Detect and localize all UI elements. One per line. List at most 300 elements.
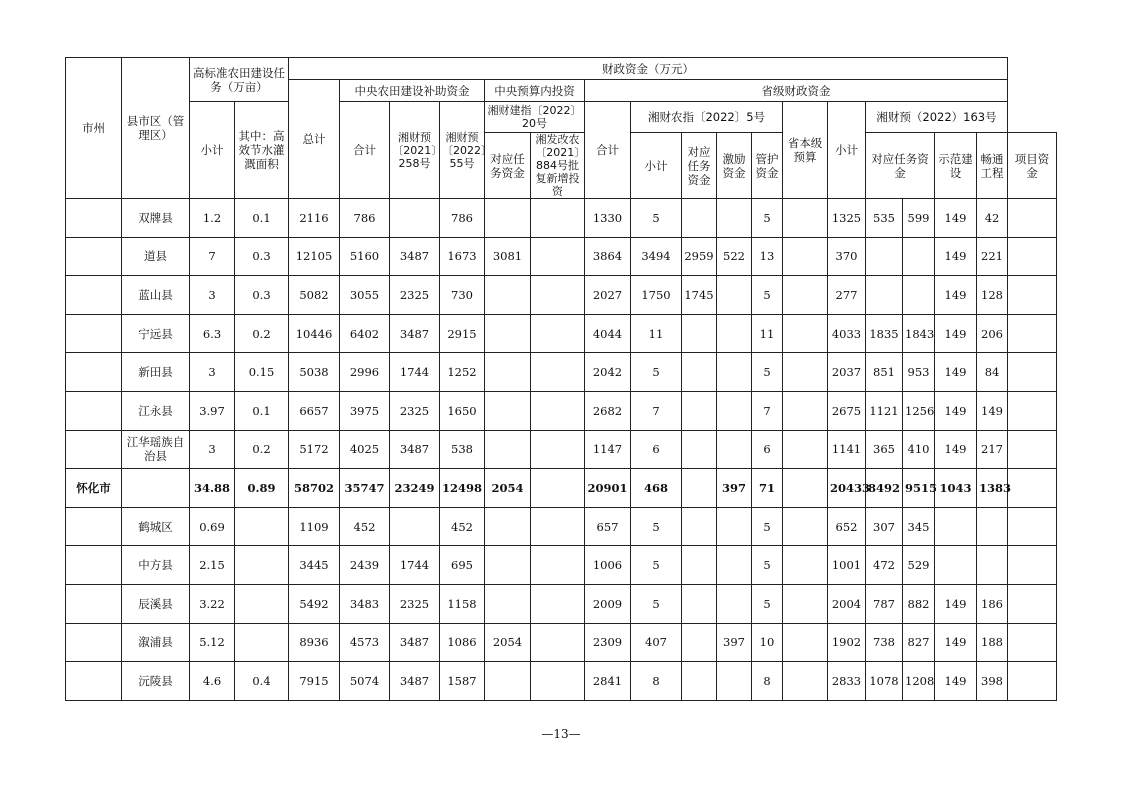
cell-value [682, 623, 717, 662]
cell-county: 溆浦县 [122, 623, 190, 662]
cell-value [1008, 623, 1057, 662]
cell-value: 3487 [390, 430, 440, 469]
cell-value: 6 [752, 430, 783, 469]
cell-value: 5082 [289, 276, 340, 315]
cell-value: 221 [977, 237, 1008, 276]
cell-county [122, 469, 190, 508]
cell-value: 786 [340, 199, 390, 238]
cell-value: 2325 [390, 276, 440, 315]
cell-value: 3487 [390, 662, 440, 701]
header-doc-2021-258: 湘财预〔2021〕258号 [390, 102, 440, 199]
cell-value: 2.15 [190, 546, 235, 585]
cell-value: 5 [631, 199, 682, 238]
cell-value: 1744 [390, 353, 440, 392]
cell-value: 10446 [289, 314, 340, 353]
cell-value [977, 507, 1008, 546]
cell-county: 道县 [122, 237, 190, 276]
cell-value [682, 507, 717, 546]
header-total: 总计 [289, 80, 340, 199]
cell-value: 0.69 [190, 507, 235, 546]
cell-value: 397 [717, 469, 752, 508]
cell-county: 双牌县 [122, 199, 190, 238]
cell-value [531, 469, 585, 508]
cell-value: 2325 [390, 391, 440, 430]
cell-value [783, 623, 828, 662]
cell-value: 23249 [390, 469, 440, 508]
cell-value: 1141 [828, 430, 866, 469]
cell-value: 1001 [828, 546, 866, 585]
cell-value [531, 546, 585, 585]
cell-value [783, 237, 828, 276]
cell-value: 277 [828, 276, 866, 315]
cell-city [66, 314, 122, 353]
cell-value [717, 546, 752, 585]
cell-value: 827 [903, 623, 935, 662]
cell-value [1008, 662, 1057, 701]
cell-value: 307 [866, 507, 903, 546]
cell-value: 12105 [289, 237, 340, 276]
cell-value [531, 623, 585, 662]
cell-value [682, 353, 717, 392]
cell-value [717, 430, 752, 469]
cell-value [783, 391, 828, 430]
cell-value [531, 237, 585, 276]
cell-value: 2309 [585, 623, 631, 662]
cell-value: 5492 [289, 584, 340, 623]
cell-value: 1325 [828, 199, 866, 238]
header-cs-total: 合计 [340, 102, 390, 199]
cell-city [66, 237, 122, 276]
cell-value: 0.1 [235, 391, 289, 430]
cell-value [485, 507, 531, 546]
cell-value [1008, 507, 1057, 546]
header-doc-2022-55: 湘财预〔2022〕55号 [440, 102, 485, 199]
cell-value: 188 [977, 623, 1008, 662]
cell-value [235, 507, 289, 546]
cell-city [66, 507, 122, 546]
cell-value: 2996 [340, 353, 390, 392]
cell-value: 3 [190, 430, 235, 469]
cell-value: 5 [631, 353, 682, 392]
cell-value: 695 [440, 546, 485, 585]
cell-value: 217 [977, 430, 1008, 469]
cell-value [935, 507, 977, 546]
table-row [66, 430, 1057, 469]
cell-value [682, 469, 717, 508]
cell-value: 2027 [585, 276, 631, 315]
cell-value: 3.97 [190, 391, 235, 430]
cell-county: 鹤城区 [122, 507, 190, 546]
table-row [66, 546, 1057, 585]
header-d163-task: 对应任务资金 [866, 133, 935, 199]
cell-value: 3445 [289, 546, 340, 585]
cell-value: 5 [752, 199, 783, 238]
cell-value: 5 [752, 584, 783, 623]
cell-value: 2675 [828, 391, 866, 430]
cell-value: 407 [631, 623, 682, 662]
cell-value: 5038 [289, 353, 340, 392]
cell-value: 11 [631, 314, 682, 353]
cell-value: 149 [935, 662, 977, 701]
cell-value [485, 199, 531, 238]
cell-value: 397 [717, 623, 752, 662]
cell-value: 35747 [340, 469, 390, 508]
cell-value: 3081 [485, 237, 531, 276]
cell-value [717, 507, 752, 546]
cell-value [1008, 391, 1057, 430]
cell-value: 10 [752, 623, 783, 662]
cell-value: 4025 [340, 430, 390, 469]
header-x5-subtotal: 小计 [631, 133, 682, 199]
cell-value: 1256 [903, 391, 935, 430]
cell-value [903, 237, 935, 276]
cell-value [531, 391, 585, 430]
cell-value: 149 [935, 430, 977, 469]
cell-value: 1147 [585, 430, 631, 469]
cell-value: 8 [631, 662, 682, 701]
cell-value: 0.4 [235, 662, 289, 701]
header-cb-task: 对应任务资金 [485, 133, 531, 199]
cell-value [866, 276, 903, 315]
cell-value [485, 276, 531, 315]
header-doc-xcnz-5: 湘财农指〔2022〕5号 [631, 102, 783, 133]
cell-value: 1252 [440, 353, 485, 392]
cell-value [1008, 276, 1057, 315]
cell-value: 3055 [340, 276, 390, 315]
header-x5-maint: 管护资金 [752, 133, 783, 199]
cell-value [531, 276, 585, 315]
cell-value: 2054 [485, 469, 531, 508]
cell-value: 657 [585, 507, 631, 546]
header-hs-subtotal: 小计 [190, 102, 235, 199]
cell-value: 1745 [682, 276, 717, 315]
cell-city [66, 662, 122, 701]
cell-value: 882 [903, 584, 935, 623]
cell-value: 6.3 [190, 314, 235, 353]
cell-value: 1673 [440, 237, 485, 276]
cell-value [531, 507, 585, 546]
cell-value: 5 [752, 353, 783, 392]
table-row [66, 391, 1057, 430]
cell-value [1008, 584, 1057, 623]
cell-value [390, 199, 440, 238]
cell-value [682, 584, 717, 623]
cell-value [235, 623, 289, 662]
cell-value: 410 [903, 430, 935, 469]
cell-value: 149 [935, 276, 977, 315]
cell-value: 20901 [585, 469, 631, 508]
cell-value: 0.15 [235, 353, 289, 392]
cell-value [485, 546, 531, 585]
cell-value [531, 353, 585, 392]
header-d163-project: 项目资金 [1008, 133, 1057, 199]
cell-value: 1.2 [190, 199, 235, 238]
cell-value: 522 [717, 237, 752, 276]
cell-value [531, 430, 585, 469]
cell-value: 2116 [289, 199, 340, 238]
cell-value: 3 [190, 353, 235, 392]
cell-value: 3487 [390, 623, 440, 662]
cell-value [717, 584, 752, 623]
cell-value [531, 314, 585, 353]
cell-value [485, 353, 531, 392]
cell-value: 8 [752, 662, 783, 701]
cell-value: 128 [977, 276, 1008, 315]
cell-value: 1750 [631, 276, 682, 315]
cell-value: 5 [631, 546, 682, 585]
cell-value: 787 [866, 584, 903, 623]
cell-value: 1383 [977, 469, 1008, 508]
cell-value: 11 [752, 314, 783, 353]
cell-value: 149 [935, 584, 977, 623]
cell-city [66, 199, 122, 238]
cell-value [485, 584, 531, 623]
cell-value [485, 391, 531, 430]
cell-value [1008, 546, 1057, 585]
cell-value: 2054 [485, 623, 531, 662]
cell-city [66, 430, 122, 469]
header-x5-incentive: 激励资金 [717, 133, 752, 199]
cell-value: 3.22 [190, 584, 235, 623]
header-county: 县市区（管理区） [122, 58, 190, 199]
cell-value: 2037 [828, 353, 866, 392]
cell-city [66, 623, 122, 662]
cell-city [66, 391, 122, 430]
table-row [66, 353, 1057, 392]
cell-value: 7 [631, 391, 682, 430]
cell-value [717, 353, 752, 392]
cell-value: 5.12 [190, 623, 235, 662]
cell-value: 34.88 [190, 469, 235, 508]
cell-value [1008, 237, 1057, 276]
cell-value: 0.3 [235, 276, 289, 315]
cell-value [977, 546, 1008, 585]
cell-value: 0.3 [235, 237, 289, 276]
table-row [66, 199, 1057, 238]
cell-value [783, 662, 828, 701]
cell-value: 1835 [866, 314, 903, 353]
page-number: —13— [541, 727, 581, 741]
table-row [66, 662, 1057, 701]
cell-value: 1086 [440, 623, 485, 662]
cell-value: 149 [935, 314, 977, 353]
cell-value: 5 [752, 507, 783, 546]
cell-value: 1902 [828, 623, 866, 662]
cell-value: 149 [935, 199, 977, 238]
cell-value: 1121 [866, 391, 903, 430]
cell-value: 2833 [828, 662, 866, 701]
cell-value: 4033 [828, 314, 866, 353]
header-city: 市州 [66, 58, 122, 199]
cell-value: 149 [935, 391, 977, 430]
cell-value: 0.2 [235, 314, 289, 353]
cell-value: 8492 [866, 469, 903, 508]
cell-value: 3 [190, 276, 235, 315]
cell-value: 9515 [903, 469, 935, 508]
cell-value [783, 199, 828, 238]
cell-value [485, 430, 531, 469]
cell-value [935, 546, 977, 585]
header-cb-884: 湘发改农〔2021〕884号批复新增投资 [531, 133, 585, 199]
cell-value: 730 [440, 276, 485, 315]
cell-value: 2004 [828, 584, 866, 623]
cell-value: 4044 [585, 314, 631, 353]
cell-county: 江华瑶族自治县 [122, 430, 190, 469]
cell-value: 4573 [340, 623, 390, 662]
cell-value: 5 [631, 584, 682, 623]
cell-value: 3483 [340, 584, 390, 623]
table-row [66, 584, 1057, 623]
header-d163-demo: 示范建设 [935, 133, 977, 199]
cell-value: 2959 [682, 237, 717, 276]
cell-value [783, 353, 828, 392]
cell-value: 186 [977, 584, 1008, 623]
cell-value: 599 [903, 199, 935, 238]
cell-value [531, 584, 585, 623]
cell-value: 1043 [935, 469, 977, 508]
cell-value [682, 391, 717, 430]
table-row [66, 507, 1057, 546]
cell-value: 13 [752, 237, 783, 276]
cell-value [866, 237, 903, 276]
header-fiscal: 财政资金（万元） [289, 58, 1008, 80]
cell-value [1008, 353, 1057, 392]
cell-value: 3487 [390, 237, 440, 276]
table-row [66, 276, 1057, 315]
cell-value: 535 [866, 199, 903, 238]
cell-value: 786 [440, 199, 485, 238]
cell-value [783, 469, 828, 508]
cell-city: 怀化市 [66, 469, 122, 508]
cell-value [717, 314, 752, 353]
cell-value: 472 [866, 546, 903, 585]
table-body [66, 199, 1057, 701]
cell-value: 1006 [585, 546, 631, 585]
cell-value [783, 430, 828, 469]
cell-value: 452 [440, 507, 485, 546]
cell-value [682, 314, 717, 353]
cell-value: 398 [977, 662, 1008, 701]
cell-value: 0.89 [235, 469, 289, 508]
cell-value: 84 [977, 353, 1008, 392]
cell-value: 5160 [340, 237, 390, 276]
cell-value: 4.6 [190, 662, 235, 701]
cell-value: 7915 [289, 662, 340, 701]
cell-value: 1650 [440, 391, 485, 430]
cell-value: 2009 [585, 584, 631, 623]
table-row [66, 623, 1057, 662]
cell-value: 538 [440, 430, 485, 469]
cell-value: 738 [866, 623, 903, 662]
cell-value: 1208 [903, 662, 935, 701]
cell-value: 7 [752, 391, 783, 430]
cell-value: 851 [866, 353, 903, 392]
cell-value: 0.2 [235, 430, 289, 469]
cell-county: 沅陵县 [122, 662, 190, 701]
cell-value: 2841 [585, 662, 631, 701]
cell-city [66, 584, 122, 623]
cell-value [485, 662, 531, 701]
cell-value: 468 [631, 469, 682, 508]
cell-value: 42 [977, 199, 1008, 238]
header-d163-smooth: 畅通工程 [977, 133, 1008, 199]
cell-value: 3864 [585, 237, 631, 276]
cell-value: 3487 [390, 314, 440, 353]
cell-value [1008, 314, 1057, 353]
cell-value [390, 507, 440, 546]
cell-value: 7 [190, 237, 235, 276]
cell-value [682, 546, 717, 585]
cell-value: 1109 [289, 507, 340, 546]
cell-county: 辰溪县 [122, 584, 190, 623]
cell-value: 1587 [440, 662, 485, 701]
cell-value: 5 [631, 507, 682, 546]
cell-county: 江永县 [122, 391, 190, 430]
table-row [66, 237, 1057, 276]
header-prov-subtotal: 小计 [828, 102, 866, 199]
cell-value: 1330 [585, 199, 631, 238]
cell-value: 12498 [440, 469, 485, 508]
cell-value: 149 [977, 391, 1008, 430]
cell-value: 6657 [289, 391, 340, 430]
cell-county: 中方县 [122, 546, 190, 585]
cell-value: 58702 [289, 469, 340, 508]
cell-value: 953 [903, 353, 935, 392]
cell-value: 149 [935, 237, 977, 276]
cell-value: 529 [903, 546, 935, 585]
cell-value: 71 [752, 469, 783, 508]
cell-value: 2325 [390, 584, 440, 623]
cell-value [682, 662, 717, 701]
cell-value: 1078 [866, 662, 903, 701]
cell-value: 3494 [631, 237, 682, 276]
cell-value: 5172 [289, 430, 340, 469]
cell-value: 365 [866, 430, 903, 469]
funding-table [65, 57, 1057, 701]
cell-value [682, 430, 717, 469]
cell-value: 2042 [585, 353, 631, 392]
cell-county: 宁远县 [122, 314, 190, 353]
cell-value: 1744 [390, 546, 440, 585]
cell-value: 5 [752, 546, 783, 585]
cell-value: 345 [903, 507, 935, 546]
cell-value: 1843 [903, 314, 935, 353]
table-row [66, 314, 1057, 353]
cell-value [235, 546, 289, 585]
cell-value: 149 [935, 353, 977, 392]
cell-value: 370 [828, 237, 866, 276]
cell-value [717, 199, 752, 238]
cell-value: 20433 [828, 469, 866, 508]
cell-city [66, 546, 122, 585]
cell-value: 8936 [289, 623, 340, 662]
cell-value [1008, 469, 1057, 508]
cell-value [485, 314, 531, 353]
cell-county: 新田县 [122, 353, 190, 392]
table-row [66, 469, 1057, 508]
cell-value: 2915 [440, 314, 485, 353]
header-prov-level: 省本级预算 [783, 102, 828, 199]
cell-value: 1158 [440, 584, 485, 623]
cell-value [783, 507, 828, 546]
cell-value [717, 276, 752, 315]
cell-value: 6402 [340, 314, 390, 353]
cell-value [531, 199, 585, 238]
cell-value [903, 276, 935, 315]
cell-value: 5074 [340, 662, 390, 701]
cell-value [235, 584, 289, 623]
header-doc-163: 湘财预（2022）163号 [866, 102, 1008, 133]
